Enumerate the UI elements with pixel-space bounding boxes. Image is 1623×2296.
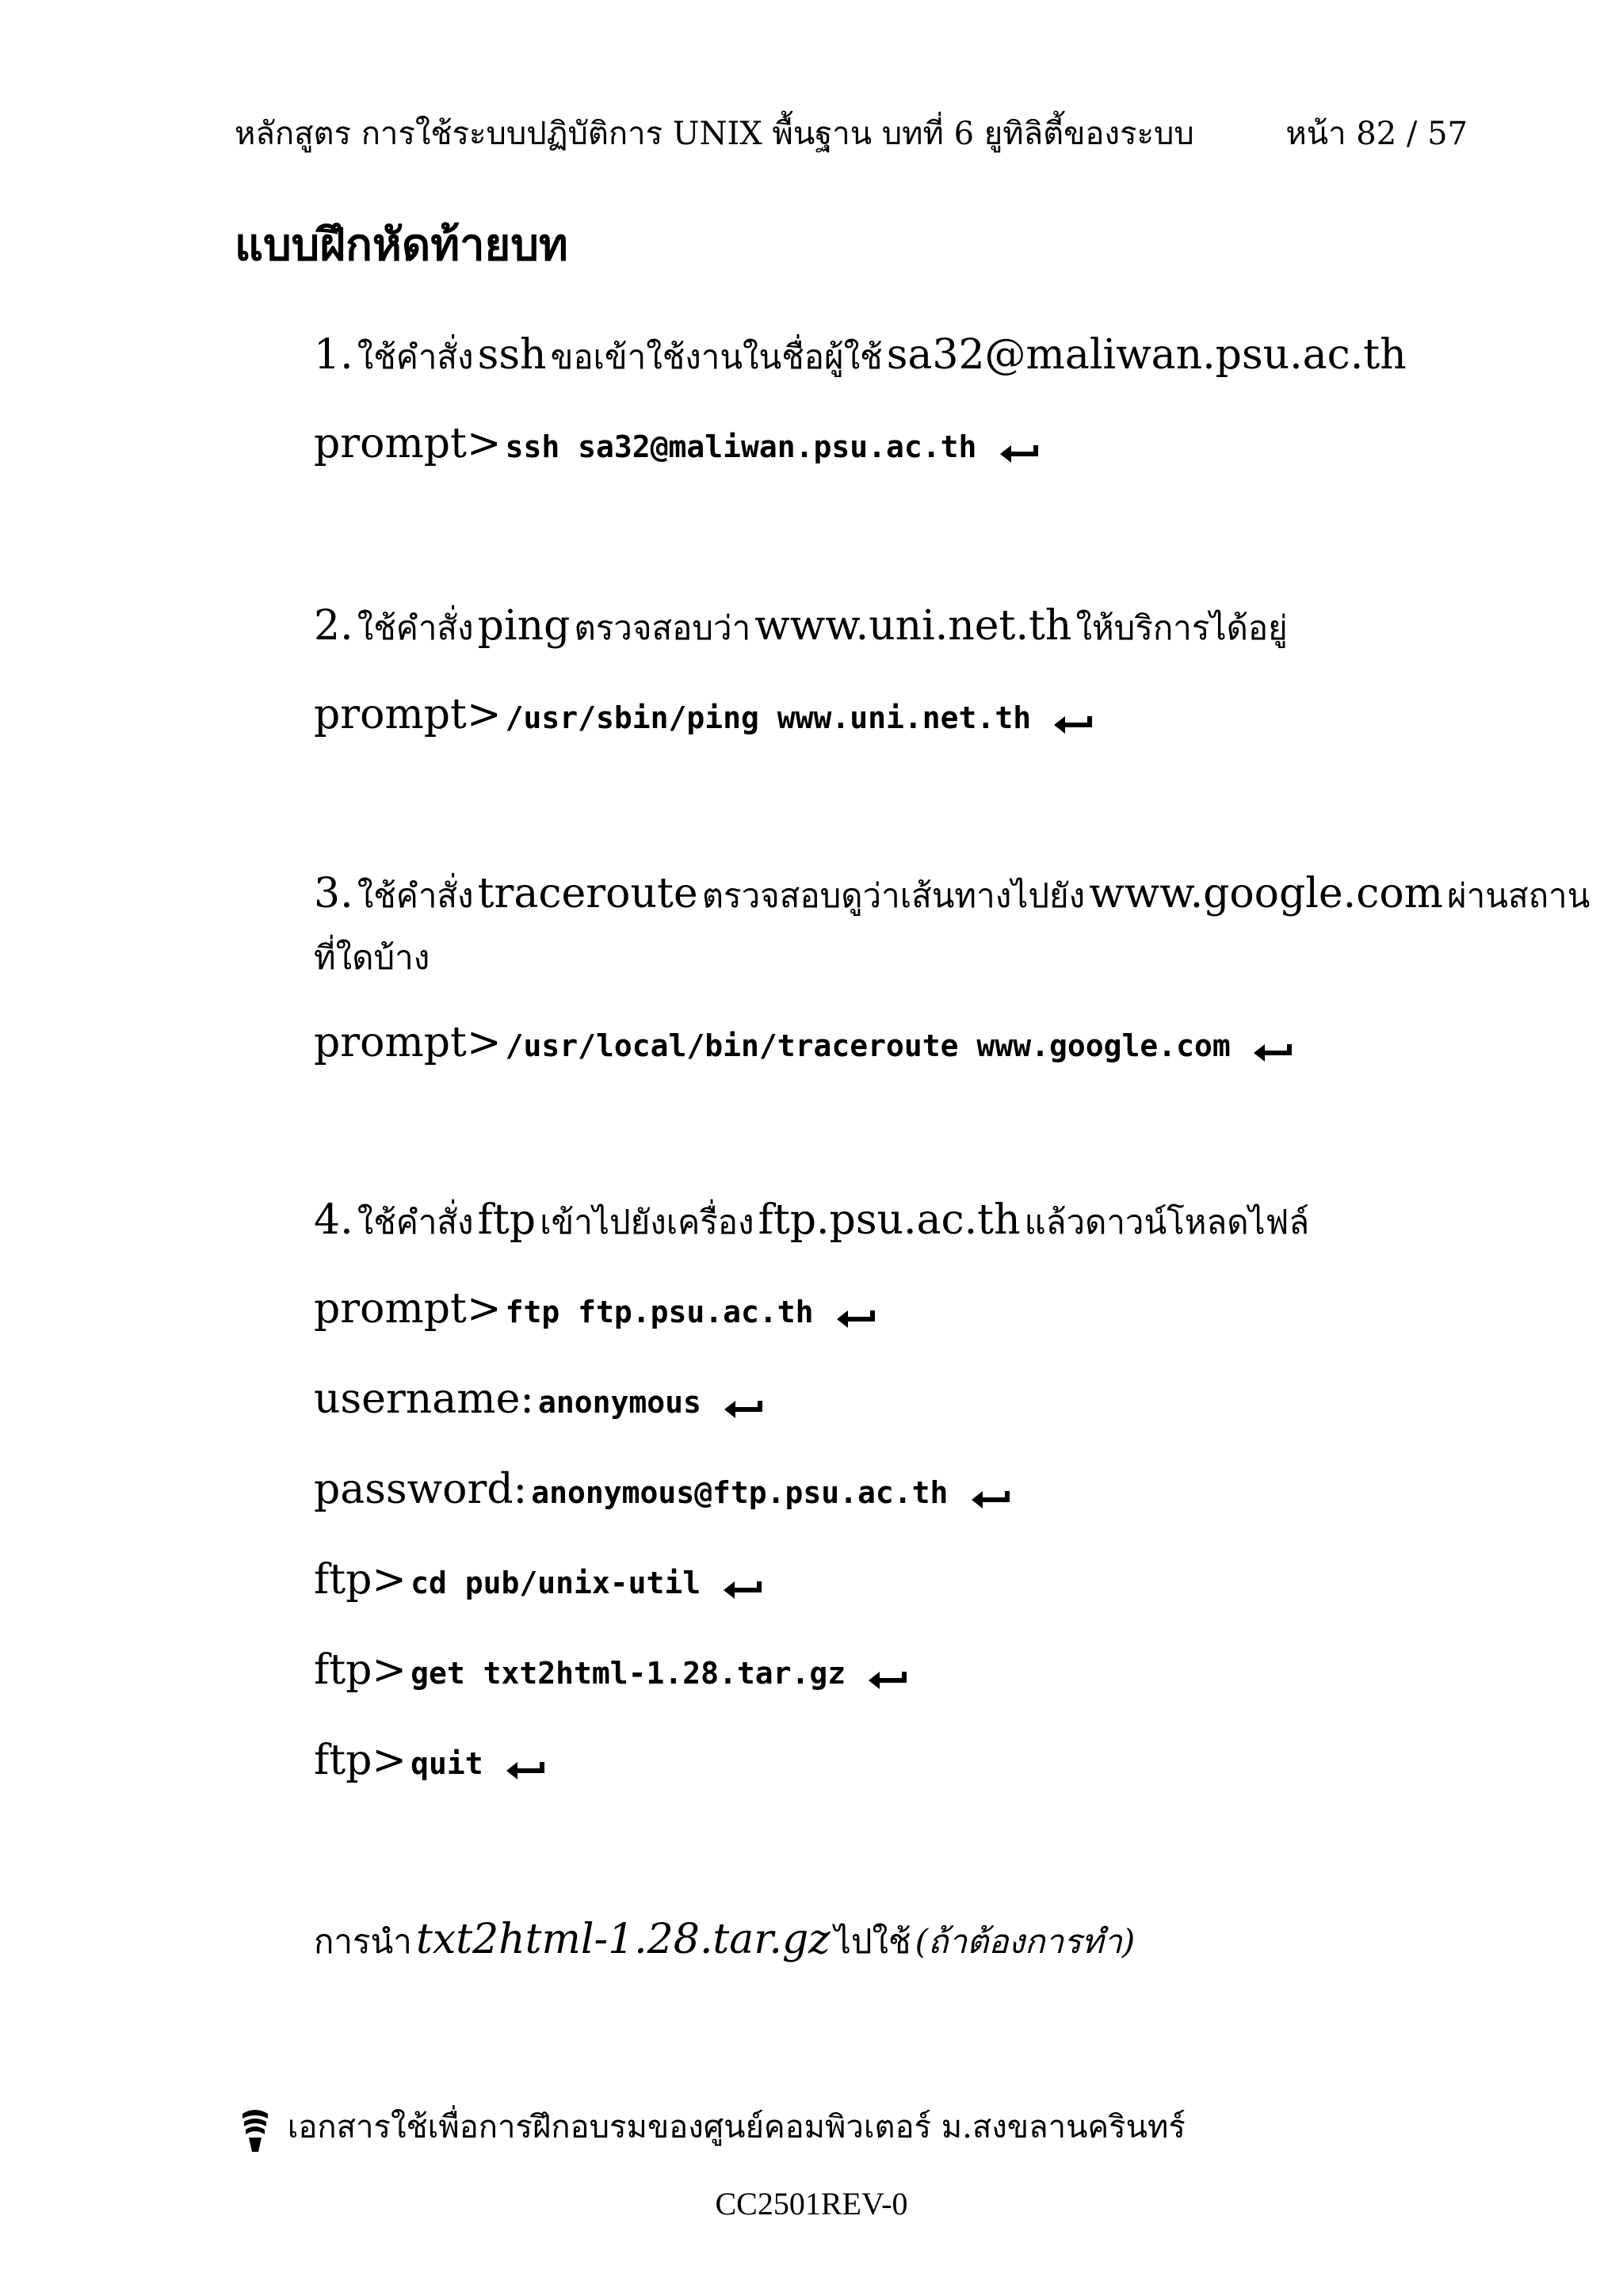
exercise-3-command: prompt> /usr/local/bin/traceroute www.google.com	[314, 1020, 1295, 1066]
exercise-2-question: 2. ใช้คำสั่ง ping ตรวจสอบว่า www.uni.net.th ให้บริการได้อยู่	[314, 602, 1288, 650]
exercise-4-step: ftp> get txt2html-1.28.tar.gz	[314, 1648, 910, 1693]
header-course-title: หลักสูตร การใช้ระบบปฏิบัติการ UNIX พื้นฐาน บทที่ 6 ยูทิลิตี้ของระบบ	[235, 116, 1194, 152]
page-title: แบบฝึกหัดท้ายบท	[235, 219, 568, 271]
exercise-4-step: prompt> ftp ftp.psu.ac.th	[314, 1287, 878, 1332]
enter-key-icon	[720, 1578, 765, 1602]
exercise-4-step: username: anonymous	[314, 1377, 766, 1422]
exercise-4-step: ftp> cd pub/unix-util	[314, 1558, 765, 1603]
exercise-2-command: prompt> /usr/sbin/ping www.uni.net.th	[314, 692, 1095, 738]
document-code: CC2501REV-0	[715, 2186, 908, 2222]
exercise-4-step: ftp> quit	[314, 1738, 548, 1783]
enter-key-icon	[1051, 713, 1095, 737]
exercise-3-question-continued: ที่ใดบ้าง	[314, 938, 430, 977]
enter-key-icon	[834, 1307, 878, 1331]
page-header	[235, 101, 1468, 152]
usage-note: การนำ txt2html-1.28.tar.gz ไปใช้ (ถ้าต้องการทำ)	[314, 1916, 1136, 1963]
exercise-4-step: password: anonymous@ftp.psu.ac.th	[314, 1467, 1013, 1512]
university-logo-icon	[238, 2106, 273, 2153]
enter-key-icon	[721, 1398, 766, 1421]
exercise-4-question: 4. ใช้คำสั่ง ftp เข้าไปยังเครื่อง ftp.psu.ac.th แล้วดาวน์โหลดไฟล์	[314, 1196, 1310, 1244]
exercise-1-question: 1. ใช้คำสั่ง ssh ขอเข้าใช้งานในชื่อผู้ใช้ sa32@maliwan.psu.ac.th	[314, 331, 1407, 379]
page-footer	[238, 2101, 1186, 2153]
enter-key-icon	[997, 442, 1041, 466]
enter-key-icon	[865, 1669, 910, 1692]
header-page-number: หน้า 82 / 57	[1285, 116, 1468, 152]
enter-key-icon	[1251, 1041, 1295, 1065]
enter-key-icon	[503, 1759, 548, 1783]
exercise-1-command: prompt> ssh sa32@maliwan.psu.ac.th	[314, 421, 1041, 467]
enter-key-icon	[968, 1488, 1013, 1512]
exercise-3-question: 3. ใช้คำสั่ง traceroute ตรวจสอบดูว่าเส้นทางไปยัง www.google.com ผ่านสถาน	[314, 870, 1591, 917]
footer-text: เอกสารใช้เพื่อการฝึกอบรมของศูนย์คอมพิวเตอร์ ม.สงขลานครินทร์	[287, 2109, 1186, 2145]
